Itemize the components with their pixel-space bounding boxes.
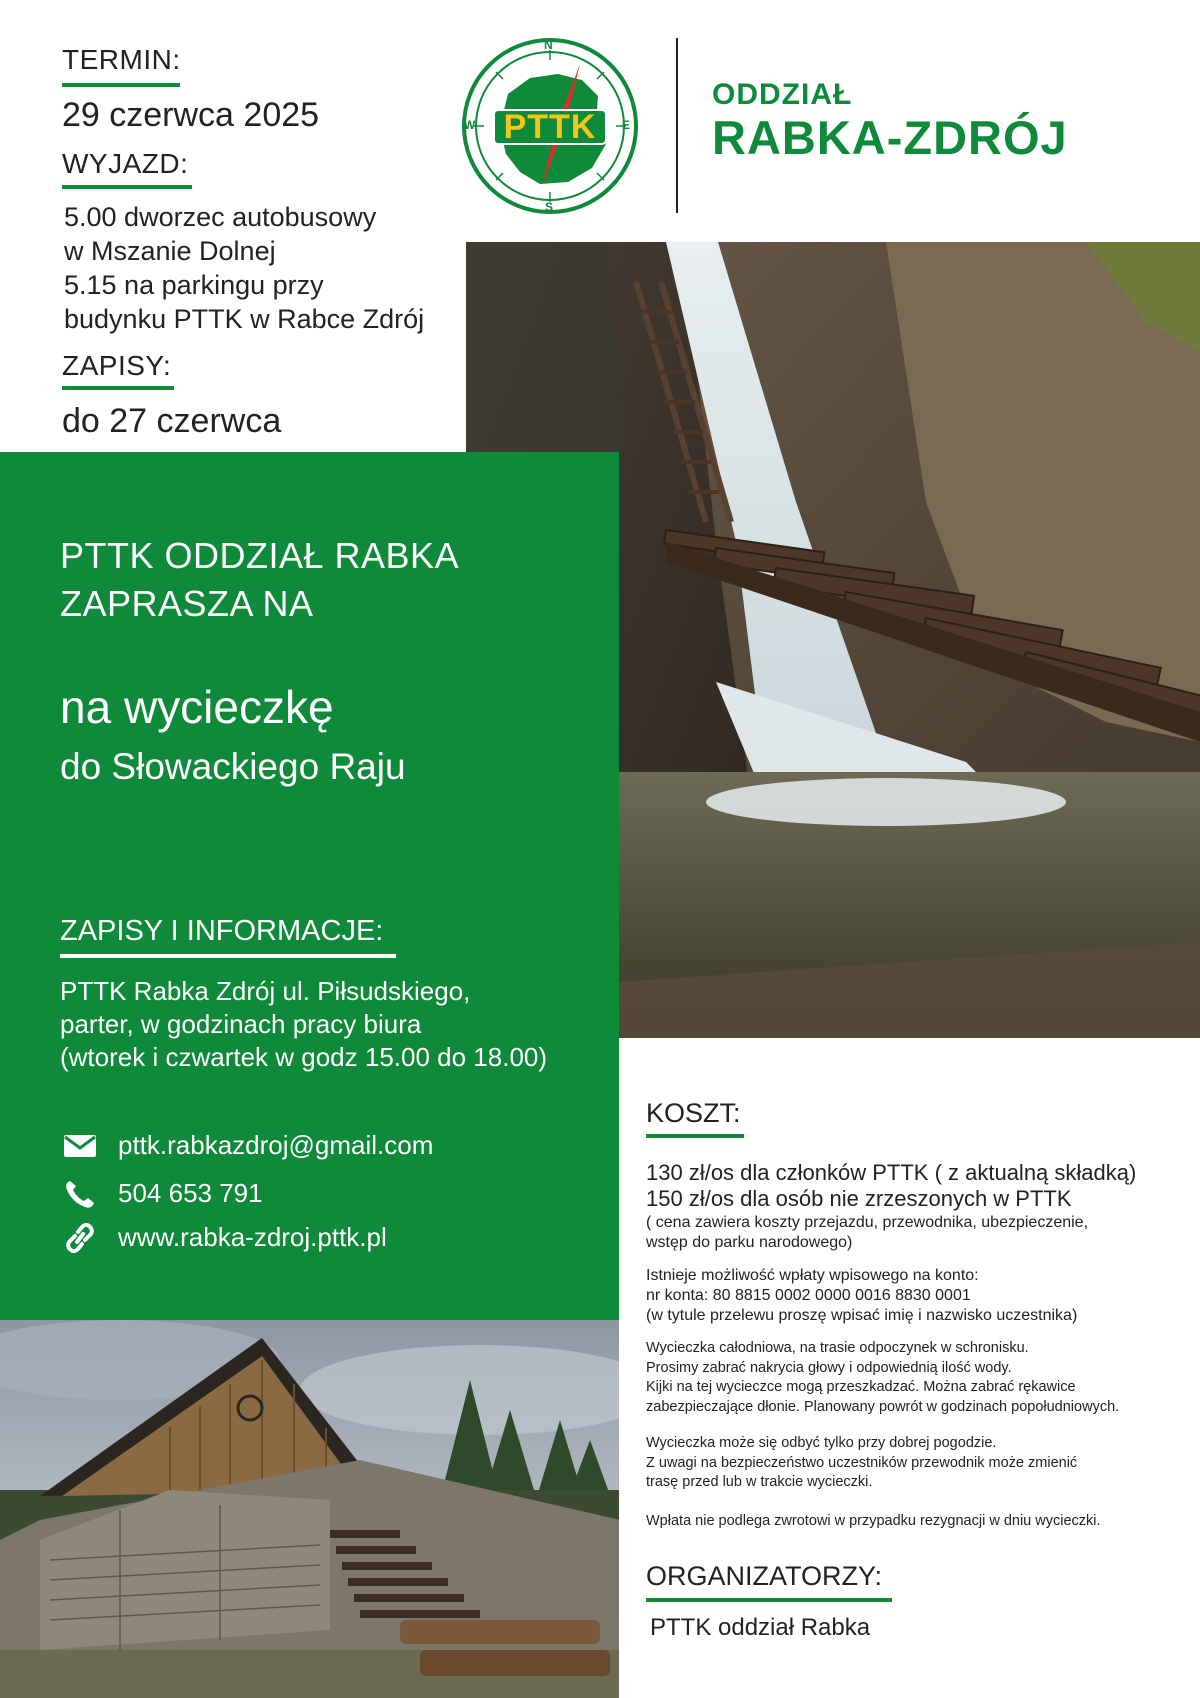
payment-line: (w tytule przelewu proszę wpisać imię i nazwisko uczestnika) (646, 1307, 1078, 1324)
weather-info (646, 1434, 1077, 1493)
refund-note: Wpłata nie podlega zwrotowi w przypadku rezygnacji w dniu wycieczki. (646, 1513, 1101, 1529)
info-label: ZAPISY I INFORMACJE: (60, 915, 384, 947)
info-underline (60, 954, 396, 958)
info-line: parter, w godzinach pracy biura (60, 1009, 422, 1039)
brand-line-1: ODDZIAŁ (712, 78, 853, 111)
wyjazd-label: WYJAZD: (62, 148, 189, 179)
cost-line: 130 zł/os dla członków PTTK ( z aktualną składką) (646, 1160, 1137, 1185)
shelter-photo (0, 1320, 619, 1698)
website-link[interactable]: www.rabka-zdroj.pttk.pl (118, 1222, 387, 1252)
trip-line: Prosimy zabrać nakrycia głowy i odpowiednią ilość wody. (646, 1359, 1012, 1376)
cost-note-line: ( cena zawiera koszty przejazdu, przewodnika, ubezpieczenie, (646, 1214, 1089, 1231)
phone-icon (64, 1179, 96, 1209)
compass-w: W (464, 118, 476, 132)
cost-underline (646, 1134, 744, 1138)
trip-line: zabezpieczające dłonie. Planowany powrót w godzinach popołudniowych. (646, 1398, 1120, 1415)
organizers-underline (646, 1598, 892, 1602)
termin-value: 29 czerwca 2025 (62, 96, 320, 134)
wyjazd-details (64, 200, 424, 336)
panel-headline: na wycieczkę (60, 681, 334, 733)
wyjazd-line: w Mszanie Dolnej (64, 236, 276, 266)
panel-title-line: ZAPRASZA NA (60, 583, 314, 624)
compass-s: S (545, 200, 554, 214)
weather-line: Z uwagi na bezpieczeństwo uczestników przewodnik może zmienić (646, 1454, 1078, 1471)
zapisy-underline (62, 386, 174, 390)
weather-line: trasę przed lub w trakcie wycieczki. (646, 1474, 873, 1490)
phone-link[interactable]: 504 653 791 (118, 1178, 263, 1208)
wyjazd-line: budynku PTTK w Rabce Zdrój (64, 304, 425, 334)
zapisy-label: ZAPISY: (62, 350, 172, 381)
trip-info (646, 1339, 1119, 1417)
cost-line: 150 zł/os dla osób nie zrzeszonych w PTTK (646, 1186, 1072, 1211)
termin-underline (62, 83, 180, 87)
trip-line: Kijki na tej wycieczce mogą przeszkadzać. Można zabrać rękawice (646, 1379, 1076, 1395)
info-line: (wtorek i czwartek w godz 15.00 do 18.00) (60, 1042, 548, 1072)
panel-title-line: PTTK ODDZIAŁ RABKA (60, 535, 460, 576)
panel-subheadline: do Słowackiego Raju (60, 746, 406, 787)
brand-line-2: RABKA-ZDRÓJ (712, 111, 1068, 164)
weather-line: Wycieczka może się odbyć tylko przy dobrej pogodzie. (646, 1435, 997, 1451)
panel-title (60, 532, 459, 628)
zapisy-value: do 27 czerwca (62, 402, 282, 440)
info-line: PTTK Rabka Zdrój ul. Piłsudskiego, (60, 976, 471, 1006)
pttk-logo (460, 36, 640, 216)
phone-row[interactable] (64, 1178, 263, 1209)
logo-emblem-text: PTTK (503, 108, 597, 146)
organizers-label: ORGANIZATORZY: (646, 1561, 883, 1591)
link-icon (64, 1223, 96, 1253)
wyjazd-underline (62, 185, 192, 189)
info-details (60, 975, 547, 1074)
logo-divider (676, 38, 678, 213)
website-row[interactable] (64, 1222, 387, 1253)
cost-note (646, 1213, 1088, 1253)
termin-label: TERMIN: (62, 44, 181, 75)
organizers-value: PTTK oddział Rabka (650, 1614, 871, 1641)
cost-prices (646, 1160, 1136, 1212)
envelope-icon (64, 1135, 96, 1157)
payment-line: Istnieje możliwość wpłaty wpisowego na konto: (646, 1267, 979, 1284)
wyjazd-line: 5.15 na parkingu przy (64, 270, 324, 300)
payment-info (646, 1266, 1077, 1326)
compass-e: E (622, 118, 631, 132)
cost-note-line: wstęp do parku narodowego) (646, 1234, 853, 1251)
cost-label: KOSZT: (646, 1098, 741, 1128)
compass-n: N (544, 38, 553, 52)
trip-line: Wycieczka całodniowa, na trasie odpoczynek w schronisku. (646, 1340, 1029, 1356)
payment-line: nr konta: 80 8815 0002 0000 0016 8830 0001 (646, 1287, 971, 1304)
email-link[interactable]: pttk.rabkazdroj@gmail.com (118, 1130, 434, 1160)
email-row[interactable] (64, 1130, 433, 1161)
wyjazd-line: 5.00 dworzec autobusowy (64, 202, 377, 232)
